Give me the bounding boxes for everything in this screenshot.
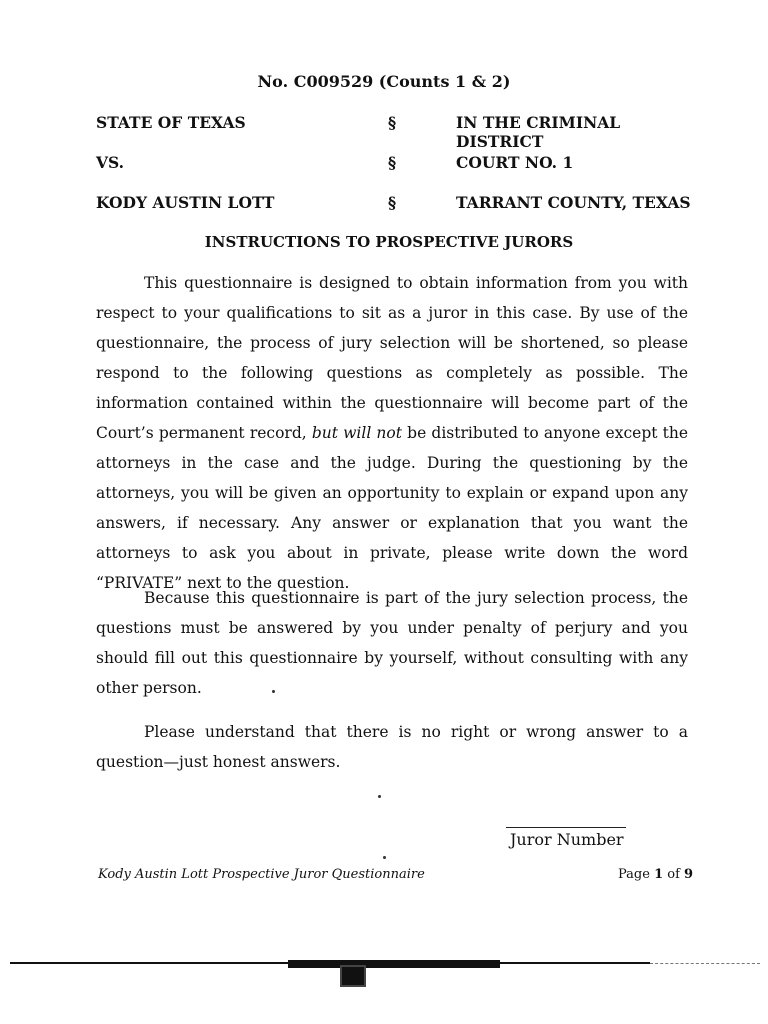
caption-court: IN THE CRIMINAL DISTRICT <box>456 113 621 151</box>
scan-artifact-blot <box>340 965 366 987</box>
scan-artifact-dashed-line <box>650 963 760 964</box>
page-current: 1 <box>654 867 664 882</box>
instructions-paragraph-3 <box>96 717 688 777</box>
scan-speck <box>383 856 386 859</box>
page-number <box>618 867 693 882</box>
page-mid: of <box>663 867 685 882</box>
paragraph-text: Because this questionnaire is part of the jury selection process, the questions must be answered by you under penalty of perjury and you should fill out this questionnaire by yourself, without consulting with any other person. <box>96 589 688 697</box>
paragraph-text: be distributed to anyone except the attorneys in the case and the judge. During the questioning by the attorneys, you will be given an opportunity to explain or expand upon any answers, if necessary. Any answer or explanation that you want the attorneys to ask you about in private, please write down the word “PRIVATE” next to the question. <box>96 424 689 592</box>
caption-county: TARRANT COUNTY, TEXAS <box>456 193 691 212</box>
caption-party-state: STATE OF TEXAS <box>96 113 246 132</box>
page-total: 9 <box>684 867 694 882</box>
scan-speck <box>378 795 381 798</box>
instructions-paragraph-1 <box>96 268 688 598</box>
section-symbol: § <box>388 153 397 172</box>
caption-row <box>96 113 696 151</box>
caption-versus: VS. <box>96 153 125 172</box>
footer-title: Kody Austin Lott Prospective Juror Questionnaire <box>98 867 425 882</box>
scan-artifact-blot <box>288 960 500 968</box>
case-number: No. C009529 (Counts 1 & 2) <box>257 72 511 91</box>
section-symbol: § <box>388 193 397 212</box>
caption-row <box>96 153 696 175</box>
scan-speck <box>272 690 275 693</box>
paragraph-text: Please understand that there is no right or wrong answer to a question—just honest answers. <box>96 723 688 771</box>
caption-row <box>96 193 696 215</box>
caption-court-number: COURT NO. 1 <box>456 153 574 172</box>
caption-defendant: KODY AUSTIN LOTT <box>96 193 275 212</box>
instructions-title: INSTRUCTIONS TO PROSPECTIVE JURORS <box>204 233 574 251</box>
juror-number-field[interactable] <box>506 827 626 828</box>
juror-number-label: Juror Number <box>510 830 624 849</box>
emphasis-text: but will not <box>311 424 402 442</box>
page-prefix: Page <box>618 867 655 882</box>
instructions-paragraph-2 <box>96 583 688 703</box>
section-symbol: § <box>388 113 397 132</box>
paragraph-text: This questionnaire is designed to obtain information from you with respect to your qualifications to sit as a juror in this case. By use of the questionnaire, the process of jury selection will be shortened, so please respond to the following questions as completely as possible. The information contained within the questionnaire will become part of the Court’s permanent record, <box>96 274 688 442</box>
